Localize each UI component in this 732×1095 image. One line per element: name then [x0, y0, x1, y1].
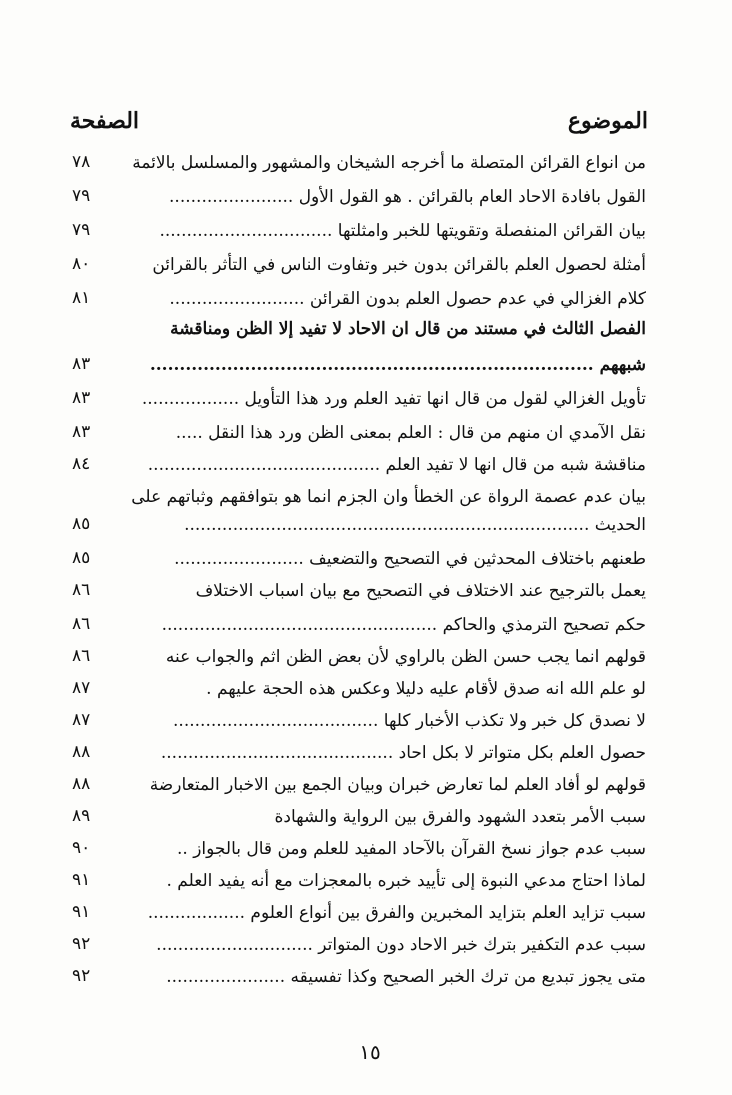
toc-entry	[0, 612, 732, 646]
page-number: ١٥	[359, 1040, 381, 1064]
toc-entry-title: لو علم الله انه صدق لأقام عليه دليلا وعكس هذه الحجة عليهم .	[206, 679, 646, 699]
toc-entry-page: ٧٩	[72, 220, 91, 240]
toc-entry	[0, 286, 732, 320]
toc-entry-title: طعنهم باختلاف المحدثين في التصحيح والتضعيف ........................	[174, 549, 646, 569]
toc-entry-page: ٧٨	[72, 152, 91, 172]
toc-entry-page: ٨٣	[72, 354, 91, 374]
toc-entry-title: سبب عدم جواز نسخ القرآن بالآحاد المفيد للعلم ومن قال بالجواز ..	[177, 839, 646, 859]
toc-entry	[0, 964, 732, 998]
toc-entry-title: نقل الآمدي ان منهم من قال : العلم بمعنى الظن ورد هذا النقل .....	[175, 423, 646, 443]
toc-entry	[0, 184, 732, 218]
toc-entry	[0, 868, 732, 902]
toc-entry-title: كلام الغزالي في عدم حصول العلم بدون القرائن .........................	[169, 289, 646, 309]
toc-entry	[0, 644, 732, 678]
toc-entry	[0, 252, 732, 286]
toc-entry-page: ٨٥	[72, 514, 91, 534]
toc-entry	[0, 772, 732, 806]
toc-entry-title: الحديث ...........................................................................	[184, 515, 646, 535]
toc-entry	[0, 836, 732, 870]
toc-entry-page: ٨٧	[72, 678, 91, 698]
toc-entry-title: لماذا احتاج مدعي النبوة إلى تأييد خبره بالمعجزات مع أنه يفيد العلم .	[166, 871, 646, 891]
toc-entry-title: لا نصدق كل خبر ولا تكذب الأخبار كلها ......................................	[173, 711, 646, 731]
toc-entry	[0, 546, 732, 580]
toc-entry-page: ٨٠	[72, 254, 91, 274]
toc-entry-page: ٨٥	[72, 548, 91, 568]
toc-entry-page: ٨٣	[72, 422, 91, 442]
toc-entry-page: ٨٣	[72, 388, 91, 408]
toc-entry-title: قولهم لو أفاد العلم لما تعارض خبران وبيان الجمع بين الاخبار المتعارضة	[149, 775, 646, 795]
toc-entry	[0, 708, 732, 742]
toc-entry-page: ٩٠	[72, 838, 91, 858]
column-header-topic: الموضوع	[567, 108, 648, 134]
toc-entry-page: ٧٩	[72, 186, 91, 206]
toc-entry	[0, 804, 732, 838]
toc-entry	[0, 578, 732, 612]
toc-entry	[0, 352, 732, 386]
toc-entry-page: ٨٨	[72, 774, 91, 794]
toc-entry	[0, 900, 732, 934]
toc-entry-title: حكم تصحيح الترمذي والحاكم ...................................................	[161, 615, 646, 635]
column-header-page: الصفحة	[70, 108, 140, 134]
toc-entry	[0, 150, 732, 184]
toc-entry-page: ٩٢	[72, 934, 91, 954]
toc-entry-title: يعمل بالترجيح عند الاختلاف في التصحيح مع بيان اسباب الاختلاف	[195, 581, 646, 601]
toc-entry-title: سبب عدم التكفير بترك خبر الاحاد دون المتواتر .............................	[156, 935, 646, 955]
toc-entry-page: ٩١	[72, 870, 91, 890]
toc-entry	[0, 218, 732, 252]
toc-entry	[0, 452, 732, 486]
toc-entry-title: من انواع القرائن المتصلة ما أخرجه الشيخان والمشهور والمسلسل بالائمة	[132, 153, 646, 173]
toc-entry	[0, 386, 732, 420]
toc-entry-title: بيان القرائن المنفصلة وتقويتها للخبر وامثلتها ................................	[159, 221, 646, 241]
toc-entry-page: ٨٤	[72, 454, 91, 474]
toc-entry-title: مناقشة شبه من قال انها لا تفيد العلم ...........................................	[147, 455, 646, 475]
toc-entry-title: سبب تزايد العلم بتزايد المخبرين والفرق بين أنواع العلوم ..................	[147, 903, 646, 923]
toc-entry-title: سبب الأمر بتعدد الشهود والفرق بين الرواية والشهادة	[274, 807, 646, 827]
toc-entry-title: الفصل الثالث في مستند من قال ان الاحاد لا تفيد إلا الظن ومناقشة	[170, 319, 646, 339]
toc-entry-page: ٨٧	[72, 710, 91, 730]
toc-entry	[0, 932, 732, 966]
toc-entry-page: ٨٦	[72, 580, 91, 600]
toc-entry-title: شبههم ...........................................................................	[149, 355, 646, 375]
toc-entry-title: متى يجوز تبديع من ترك الخبر الصحيح وكذا تفسيقه ......................	[166, 967, 646, 987]
toc-entry-title: قولهم انما يجب حسن الظن بالراوي لأن بعض الظن اثم والجواب عنه	[165, 647, 646, 667]
toc-entry-page: ٨٩	[72, 806, 91, 826]
toc-entry	[0, 512, 732, 546]
toc-entry-title: بيان عدم عصمة الرواة عن الخطأ وان الجزم انما هو بتوافقهم وثباتهم على	[131, 487, 646, 507]
toc-entry-page: ٨١	[72, 288, 91, 308]
toc-entry-page: ٨٦	[72, 646, 91, 666]
toc-entry	[0, 420, 732, 454]
toc-entry-title: تأويل الغزالي لقول من قال انها تفيد العلم ورد هذا التأويل ..................	[141, 389, 646, 409]
toc-entry-title: القول بافادة الاحاد العام بالقرائن . هو القول الأول .......................	[169, 187, 646, 207]
toc-entry-page: ٨٨	[72, 742, 91, 762]
toc-chapter-heading	[0, 316, 732, 350]
toc-entry-page: ٩٢	[72, 966, 91, 986]
toc-entry-page: ٩١	[72, 902, 91, 922]
toc-entry	[0, 740, 732, 774]
toc-entry-title: حصول العلم بكل متواتر لا بكل احاد ...........................................	[160, 743, 646, 763]
toc-entry-title: أمثلة لحصول العلم بالقرائن بدون خبر وتفاوت الناس في التأثر بالقرائن	[152, 255, 646, 275]
toc-entry-page: ٨٦	[72, 614, 91, 634]
toc-entry	[0, 676, 732, 710]
